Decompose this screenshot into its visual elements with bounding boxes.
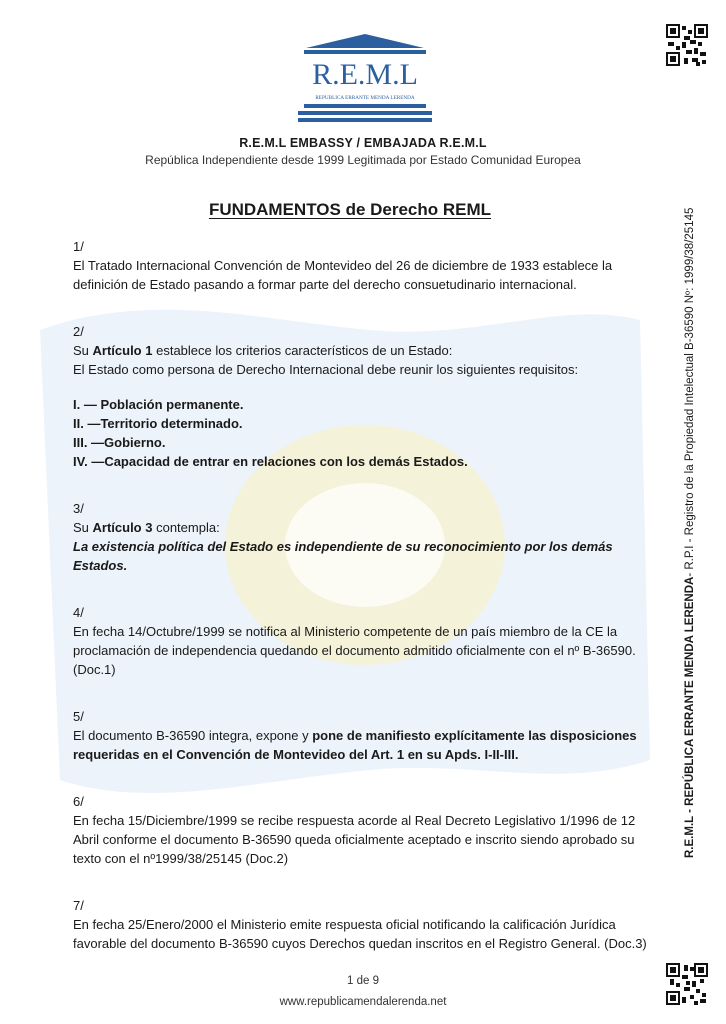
section-number: 6/ — [73, 794, 84, 809]
section-number: 5/ — [73, 709, 84, 724]
section-intro — [73, 518, 663, 537]
intro-text: Su — [73, 520, 93, 535]
section-3 — [73, 499, 663, 575]
section-text: El Tratado Internacional Convención de Montevideo del 26 de diciembre de 1933 establece la definición de Estado pasando a formar parte del derecho consuetudinario internacional. — [73, 258, 613, 292]
section-text: En fecha 14/Octubre/1999 se notifica al Ministerio competente de un país miembro de la CE la proclamación de independencia quedando el documento admitido oficialmente con el nº B-36590. (Doc.1) — [73, 624, 636, 677]
page-number: 1 de 9 — [347, 975, 379, 987]
section-6 — [73, 792, 663, 868]
logo-subtext: REPUBLICA ERRANTE MENDA LERENDA — [315, 95, 415, 101]
qr-code-icon — [666, 24, 708, 66]
section-1 — [73, 237, 663, 294]
header-title: R.E.M.L EMBASSY / EMBAJADA R.E.M.L — [239, 136, 487, 150]
requirement-item: IV. —Capacidad de entrar en relaciones con los demás Estados. — [73, 454, 468, 469]
section-2 — [73, 322, 663, 471]
document-body — [73, 237, 663, 953]
section-text — [73, 726, 663, 764]
section-number: 3/ — [73, 501, 84, 516]
section-text: En fecha 15/Diciembre/1999 se recibe respuesta acorde al Real Decreto Legislativo 1/1996 de 12 Abril conforme el documento B-36590 queda oficialmente aceptado e inscrito siendo aprobado su texto con el nº1999/38/25145 (Doc.2) — [73, 813, 636, 866]
requirement-item: II. —Territorio determinado. — [73, 416, 243, 431]
document-title: FUNDAMENTOS de Derecho REML — [208, 200, 492, 219]
header-subtitle: República Independiente desde 1999 Legitimada por Estado Comunidad Europea — [145, 153, 581, 167]
plain-text: El documento B-36590 integra, expone y — [73, 728, 313, 743]
section-number: 1/ — [73, 239, 84, 254]
side-registry-text — [684, 158, 696, 858]
section-number: 4/ — [73, 605, 84, 620]
section-text: El Estado como persona de Derecho Internacional debe reunir los siguientes requisitos: — [73, 362, 579, 377]
article-ref: Artículo 3 — [92, 520, 153, 535]
intro-text: establece los criterios característicos de un Estado: — [152, 343, 453, 358]
article-quote: La existencia política del Estado es independiente de su reconocimiento por los demás Estados. — [73, 539, 613, 573]
intro-text: contempla: — [152, 520, 220, 535]
section-text: En fecha 25/Enero/2000 el Ministerio emite respuesta oficial notificando la calificación Jurídica favorable del documento B-36590 cuyos Derechos quedan inscritos en el Registro General. (Doc.3) — [73, 917, 647, 951]
article-ref: Artículo 1 — [92, 343, 153, 358]
requirement-item: I. — Población permanente. — [73, 397, 244, 412]
side-registry-detail: - R.P.I - Registro de la Propiedad Intelectual B-36590 Nº: 1999/38/25145 — [684, 207, 696, 577]
side-bold-text: R.E.M.L - REPÚBLICA ERRANTE MENDA LERENDA — [684, 576, 696, 858]
section-4 — [73, 603, 663, 679]
footer-url: www.republicamendalerenda.net — [279, 996, 447, 1008]
section-intro — [73, 341, 663, 360]
section-number: 2/ — [73, 324, 84, 339]
section-number: 7/ — [73, 898, 84, 913]
intro-text: Su — [73, 343, 93, 358]
requirement-item: III. —Gobierno. — [73, 435, 166, 450]
reml-logo — [298, 32, 432, 130]
bold-text: pone de manifiesto explícitamente las disposiciones requeridas en el Convención de Montevideo del Art. 1 en su Apds. I-II-III. — [73, 728, 637, 762]
section-5 — [73, 707, 663, 764]
logo-text: R.E.M.L — [312, 58, 418, 91]
section-7 — [73, 896, 663, 953]
